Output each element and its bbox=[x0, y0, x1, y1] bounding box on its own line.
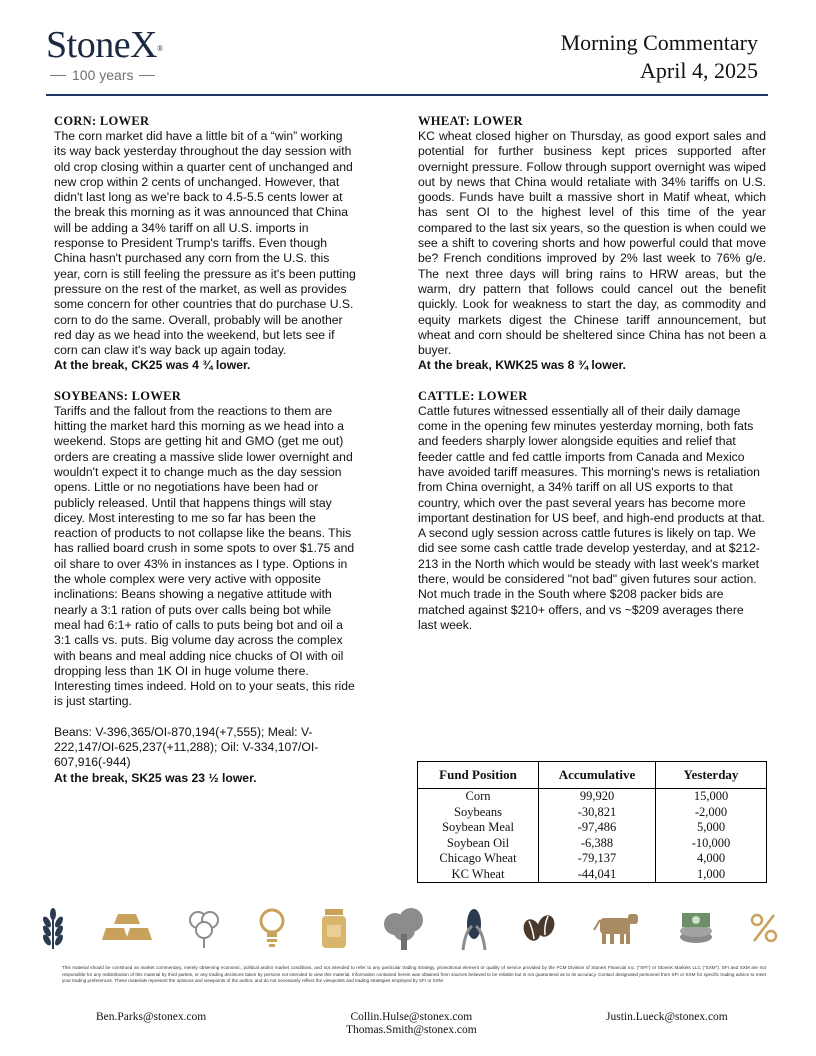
soybeans-heading: SOYBEANS: LOWER bbox=[54, 388, 182, 403]
tagline-rule-left bbox=[50, 75, 66, 76]
email-justin-lueck[interactable]: Justin.Lueck@stonex.com bbox=[606, 1011, 728, 1023]
stonex-logo bbox=[46, 26, 196, 96]
cattle-heading: CATTLE: LOWER bbox=[418, 388, 528, 403]
soybeans-body: Tariffs and the fallout from the reactions to them are hitting the market hard this morning as we head into a weekend. Stops are getting hit and GMO (get me out) orders are creating a massive slide lower overnight and wouldn't expect it to change much as the day session opens. Little or no negotiations have been had or publicly released. Until that happens things will stay dicey. Most interesting to me so far has been the reaction of products to not collapse like the beans. This has rallied board crush in some spots to over $1.75 and oil share to over 43% in instances as I type. Options in the whole complex were very active with opposite inclinations: Beans showing a negative attitude with nearly a 3:1 ration of puts over calls being bot while meal had 6:1+ ratio of calls to puts being bot and oil a 3:1 calls vs. puts. Big volume day across the complex with beans and meal adding nice chucks of OI with oil dropping less than 1K OI in huge volume there. Interesting times indeed. Hold on to your seats, this ride is just starting. bbox=[54, 403, 355, 709]
table-row bbox=[418, 820, 767, 836]
money-icon bbox=[676, 909, 716, 947]
tagline-rule-right bbox=[139, 75, 155, 76]
row-accumulative: 99,920 bbox=[539, 789, 656, 805]
yesterday-header: Yesterday bbox=[656, 762, 767, 789]
row-yesterday: 4,000 bbox=[656, 851, 767, 867]
table-row bbox=[418, 851, 767, 867]
soybeans-break: At the break, SK25 was 23 ½ lower. bbox=[54, 770, 257, 785]
legal-disclaimer: This material should be construed as market commentary, merely observing economic, political and/or market conditions, and not intended to refer to any particular trading strategy, promotional element or quality of service provided by the FCM Division of StoneX Financial Inc. ("SFI") or StoneX Markets LLC ("SXM"). SFI and SXM are not responsible for any redistribution of this material by third parties, or any trading decisions taken by persons not intended to view this material. Information contained herein was obtained from sources believed to be reliable but is not guaranteed as to its accuracy. Contact designated personnel from SFI or SXM for specific trading advice to meet your trading preferences. These materials represent the opinions and viewpoints of the author, and do not necessarily reflect the viewpoints and trading strategies employed by SFI or SXM. bbox=[62, 965, 766, 984]
tree-icon bbox=[381, 906, 427, 950]
table-header-row bbox=[418, 762, 767, 789]
cotton-icon bbox=[186, 908, 222, 948]
row-name: Chicago Wheat bbox=[418, 851, 539, 867]
corn-break: At the break, CK25 was 4 ¾ lower. bbox=[54, 358, 251, 373]
row-name: Soybean Oil bbox=[418, 836, 539, 852]
document-title: Morning Commentary bbox=[560, 30, 758, 55]
corn-heading: CORN: LOWER bbox=[54, 114, 150, 128]
logo-text: StoneX bbox=[46, 24, 157, 66]
cattle-body: Cattle futures witnessed essentially all of their daily damage come in the opening few minutes yesterday morning, both fats and feeders sharply lower alongside equities and relief that feeder cattle and fed cattle imports from Canada and Mexico have avoided tariff measures. This morning's news is retaliation from China overnight, a 34% tariff on all US exports to that country, which over the past several years has become more important destination for US beef, and high-end products at that. A second ugly session across cattle futures is likely on tap. We did see some cash cattle trade develop yesterday, and at $212-213 in the North which would be steady with last week's market there, would be considered "not bad" given futures sour action. Not much trade in the South where $208 packer bids are matched against $210+ offers, and vs ~$209 averages there last week. bbox=[418, 403, 765, 632]
row-name: Corn bbox=[418, 789, 539, 805]
logo-tagline: 100 years bbox=[72, 67, 134, 83]
email-collin-hulse[interactable]: Collin.Hulse@stonex.com bbox=[350, 1011, 473, 1023]
table-row bbox=[418, 867, 767, 883]
table-row bbox=[418, 789, 767, 805]
soybeans-volumes: Beans: V-396,365/OI-870,194(+7,555); Meal: V-222,147/OI-625,237(+11,288); Oil: V-334,107/OI-607,916(-944) bbox=[54, 724, 319, 770]
left-column bbox=[54, 114, 356, 786]
logo-tagline-row bbox=[46, 67, 196, 83]
registered-mark: ® bbox=[157, 44, 163, 53]
cattle-icon bbox=[592, 910, 642, 946]
percent-icon bbox=[750, 911, 778, 945]
table-row bbox=[418, 836, 767, 852]
header-divider bbox=[46, 94, 768, 96]
row-yesterday: 5,000 bbox=[656, 820, 767, 836]
row-yesterday: -10,000 bbox=[656, 836, 767, 852]
wheat-body: KC wheat closed higher on Thursday, as good export sales and potential for further business kept prices supported after overnight pressure. Follow through support overnight was wiped out by news that China would retaliate with 34% tariffs on U.S. goods. Funds have built a massive short in Matif wheat, which has sent OI to the highest level of this time of the year compared to the last six years, so the question is when could we see a shift to covering shorts and how powerful could that move be? French conditions improved by 2% last week to 76% g/e. The next three days will bring rains to HRW areas, but the warm, dry pattern that follows could cancel out the benefit quickly. Look for weakness to start the day, as commodity and equity markets digest the Chinese tariff announcement, but wheat and corn should be sheltered since China has not been a buyer. bbox=[418, 129, 766, 358]
row-yesterday: 1,000 bbox=[656, 867, 767, 883]
email-thomas-smith[interactable]: Thomas.Smith@stonex.com bbox=[346, 1024, 477, 1036]
row-accumulative: -79,137 bbox=[539, 851, 656, 867]
header-title-block bbox=[561, 29, 758, 85]
honey-jar-icon bbox=[321, 907, 347, 949]
row-accumulative: -44,041 bbox=[539, 867, 656, 883]
row-accumulative: -97,486 bbox=[539, 820, 656, 836]
email-ben-parks[interactable]: Ben.Parks@stonex.com bbox=[96, 1011, 207, 1023]
accumulative-header: Accumulative bbox=[539, 762, 656, 789]
row-name: Soybean Meal bbox=[418, 820, 539, 836]
document-date: April 4, 2025 bbox=[640, 58, 758, 83]
coffee-beans-icon bbox=[521, 913, 557, 943]
row-accumulative: -6,388 bbox=[539, 836, 656, 852]
corn-icon bbox=[461, 906, 487, 950]
row-yesterday: 15,000 bbox=[656, 789, 767, 805]
footer-center-emails bbox=[346, 1011, 477, 1037]
light-bulb-icon bbox=[257, 907, 287, 949]
wheat-heading: WHEAT: LOWER bbox=[418, 114, 523, 128]
fund-position-header: Fund Position bbox=[418, 762, 539, 789]
row-name: KC Wheat bbox=[418, 867, 539, 883]
row-yesterday: -2,000 bbox=[656, 805, 767, 821]
wheat-icon bbox=[38, 906, 68, 950]
gold-bars-icon bbox=[102, 910, 152, 946]
corn-body: The corn market did have a little bit of a “win” working its way back yesterday throughout the day session with old crop closing within a quarter cent of unchanged and new crop within 2 cents of unchanged. However, that didn't last long as we're back to 4.5-5.5 cents lower at the break this morning as it was announced that China will be adding a 34% tariff on all U.S. imports in response to President Trump's tariffs. Even though China hasn't purchased any corn from the U.S. this year, corn is still feeling the pressure as it's been putting pressure on the rest of the market, as well as provides some concern for other countries that do purchase U.S. corn to do the same. Overall, probably will be another red day as we head into the weekend, but lets see if corn can claw it's way back up again today. bbox=[54, 129, 356, 358]
fund-position-table bbox=[417, 761, 767, 883]
right-column bbox=[418, 114, 766, 633]
row-name: Soybeans bbox=[418, 805, 539, 821]
commodity-icons-row bbox=[38, 902, 778, 954]
table-row bbox=[418, 805, 767, 821]
wheat-break: At the break, KWK25 was 8 ¾ lower. bbox=[418, 358, 626, 373]
row-accumulative: -30,821 bbox=[539, 805, 656, 821]
